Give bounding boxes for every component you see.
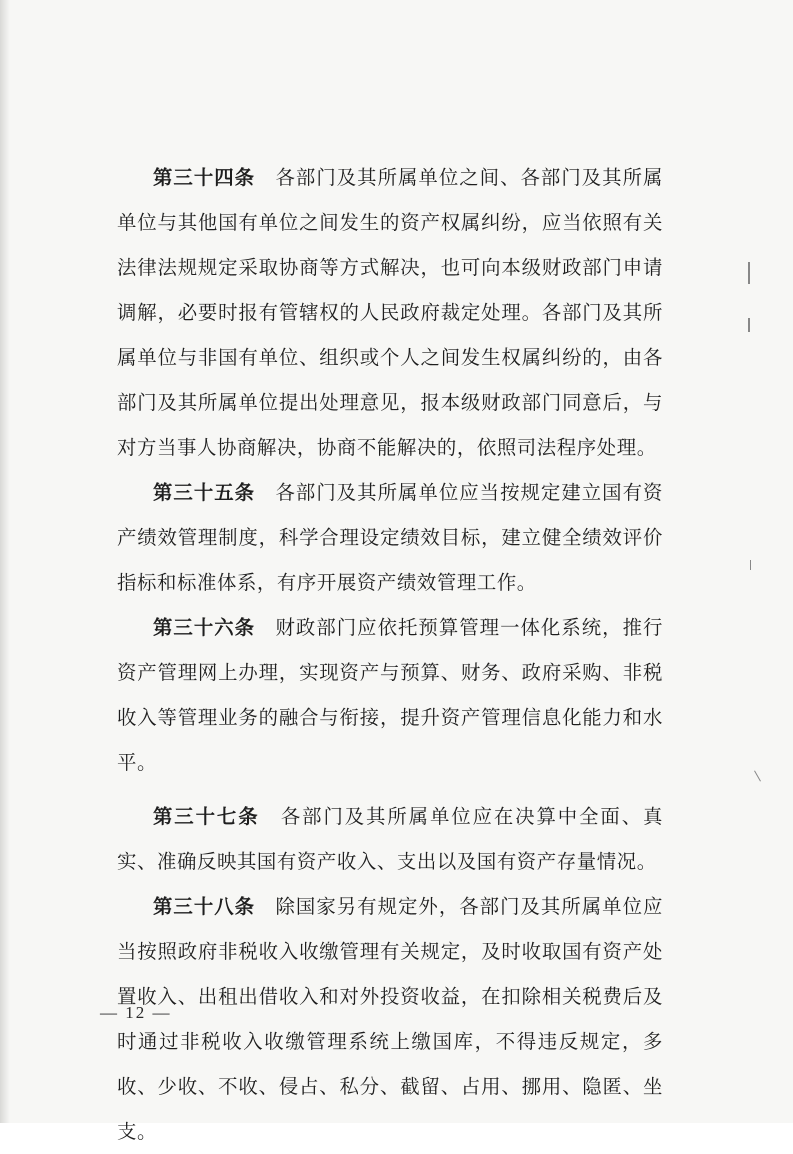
article-text: 各部门及其所属单位之间、各部门及其所属单位与其他国有单位之间发生的资产权属纠纷，应当依照有关法律法规规定采取协商等方式解决，也可向本级财政部门申请调解，必要时报有管辖权的人民政府裁定处理。各部门及其所属单位与非国有单位、组织或个人之间发生权属纠纷的，由各部门及其所属单位提出处理意见，报本级财政部门同意后，与对方当事人协商解决，协商不能解决的，依照司法程序处理。 bbox=[117, 166, 664, 459]
scan-speck bbox=[748, 262, 750, 284]
article-text: 各部门及其所属单位应当按规定建立国有资产绩效管理制度，科学合理设定绩效目标，建立健全绩效评价指标和标准体系，有序开展资产绩效管理工作。 bbox=[117, 481, 664, 594]
page-number: — 12 — bbox=[100, 1003, 172, 1022]
article-text: 除国家另有规定外，各部门及其所属单位应当按照政府非税收入收缴管理有关规定，及时收取国有资产处置收入、出租出借收入和对外投资收益，在扣除相关税费后及时通过非税收入收缴管理系统上缴国库，不得违反规定，多收、少收、不收、侵占、私分、截留、占用、挪用、隐匿、坐支。 bbox=[117, 895, 664, 1143]
article-37 bbox=[117, 794, 663, 884]
article-text: 财政部门应依托预算管理一体化系统，推行资产管理网上办理，实现资产与预算、财务、政府采购、非税收入等管理业务的融合与衔接，提升资产管理信息化能力和水平。 bbox=[117, 616, 664, 774]
article-title: 第三十六条 bbox=[153, 616, 256, 639]
article-38 bbox=[117, 884, 663, 1154]
article-title: 第三十八条 bbox=[153, 895, 256, 918]
document-body bbox=[117, 155, 663, 1154]
scan-speck bbox=[754, 771, 761, 782]
scan-speck bbox=[748, 318, 750, 332]
scan-edge-shadow bbox=[0, 0, 10, 1123]
scan-speck bbox=[750, 560, 751, 570]
article-title: 第三十五条 bbox=[153, 481, 256, 504]
article-36 bbox=[117, 605, 663, 785]
article-title: 第三十四条 bbox=[153, 166, 256, 189]
article-text: 各部门及其所属单位应在决算中全面、真实、准确反映其国有资产收入、支出以及国有资产存量情况。 bbox=[117, 805, 663, 873]
article-35 bbox=[117, 470, 663, 605]
article-34 bbox=[117, 155, 663, 470]
article-title: 第三十七条 bbox=[153, 805, 260, 828]
